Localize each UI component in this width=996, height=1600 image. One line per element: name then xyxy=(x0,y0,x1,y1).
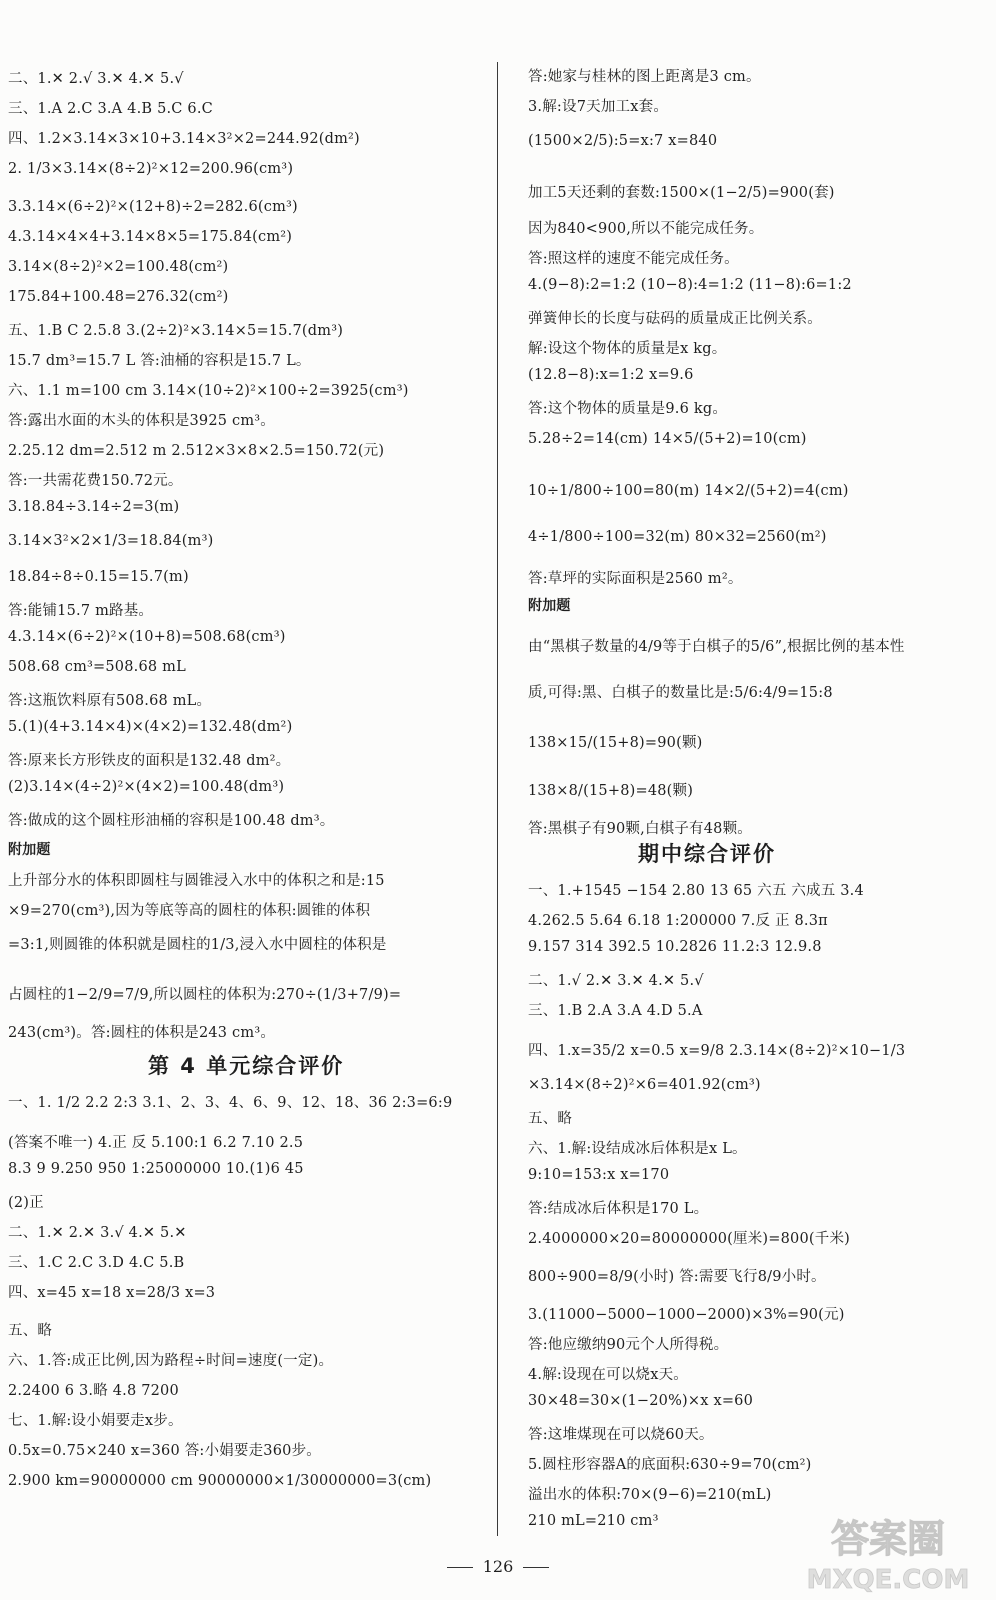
right-answer-line: 答:她家与桂林的图上距离是3 cm。 xyxy=(528,69,761,85)
right-answer-line: 3.解:设7天加工x套。 xyxy=(528,99,669,115)
right-answer-line: 一、1.+1545 −154 2.80 13 65 六五 六成五 3.4 xyxy=(528,883,864,899)
right-answer-line: 二、1.√ 2.✕ 3.✕ 4.✕ 5.√ xyxy=(528,973,704,989)
left-answer-line: 五、略 xyxy=(8,1323,53,1339)
left-answer-line: 占圆柱的1−2/9=7/9,所以圆柱的体积为:270÷(1/3+7/9)= xyxy=(8,987,402,1003)
right-answer-line: 答:这堆煤现在可以烧60天。 xyxy=(528,1427,714,1443)
left-answer-line: 一、1. 1/2 2.2 2:3 3.1、2、3、4、6、9、12、18、36 2:3=6:9 xyxy=(8,1095,453,1111)
right-answer-line: 五、略 xyxy=(528,1111,573,1127)
left-answer-line: 3.14×3²×2×1/3=18.84(m³) xyxy=(8,533,214,549)
left-answer-line: 4.3.14×(6÷2)²×(10+8)=508.68(cm³) xyxy=(8,629,286,645)
left-answer-line: 六、1.答:成正比例,因为路程÷时间=速度(一定)。 xyxy=(8,1353,334,1369)
left-answer-line: 3.3.14×(6÷2)²×(12+8)÷2=282.6(cm³) xyxy=(8,199,298,215)
right-answer-line: 答:他应缴纳90元个人所得税。 xyxy=(528,1337,729,1353)
right-answer-line: 答:草坪的实际面积是2560 m²。 xyxy=(528,571,743,587)
right-answer-line: 9:10=153:x x=170 xyxy=(528,1167,670,1183)
left-answer-line: 508.68 cm³=508.68 mL xyxy=(8,659,186,675)
right-answer-line: 138×8/(15+8)=48(颗) xyxy=(528,783,694,799)
right-answer-line: (12.8−8):x=1:2 x=9.6 xyxy=(528,367,694,383)
right-answer-line: 4.解:设现在可以烧x天。 xyxy=(528,1367,688,1383)
left-answer-line: 三、1.A 2.C 3.A 4.B 5.C 6.C xyxy=(8,101,213,117)
left-answer-line: 5.(1)(4+3.14×4)×(4×2)=132.48(dm²) xyxy=(8,719,293,735)
left-answer-line: (2)3.14×(4÷2)²×(4×2)=100.48(dm³) xyxy=(8,779,285,795)
right-answer-line: 因为840<900,所以不能完成任务。 xyxy=(528,221,764,237)
left-answer-line: 五、1.B C 2.5.8 3.(2÷2)²×3.14×5=15.7(dm³) xyxy=(8,323,344,339)
left-answer-line: 上升部分水的体积即圆柱与圆锥浸入水中的体积之和是:15 xyxy=(8,873,385,889)
left-answer-line: 15.7 dm³=15.7 L 答:油桶的容积是15.7 L。 xyxy=(8,353,311,369)
right-answer-line: 5.28÷2=14(cm) 14×5/(5+2)=10(cm) xyxy=(528,431,807,447)
right-answer-line: 答:结成冰后体积是170 L。 xyxy=(528,1201,709,1217)
left-answer-line: 175.84+100.48=276.32(cm²) xyxy=(8,289,229,305)
right-answer-line: 5.圆柱形容器A的底面积:630÷9=70(cm²) xyxy=(528,1457,812,1473)
section-title: 第 4 单元综合评价 xyxy=(148,1054,345,1078)
right-answer-line: 30×48=30×(1−20%)×x x=60 xyxy=(528,1393,754,1409)
left-answer-line: 四、1.2×3.14×3×10+3.14×3²×2=244.92(dm²) xyxy=(8,131,360,147)
left-answer-line: 答:原来长方形铁皮的面积是132.48 dm²。 xyxy=(8,753,291,769)
left-answer-line: 七、1.解:设小娟要走x步。 xyxy=(8,1413,183,1429)
right-answer-line: 4÷1/800÷100=32(m) 80×32=2560(m²) xyxy=(528,529,827,545)
right-answer-line: 六、1.解:设结成冰后体积是x L。 xyxy=(528,1141,747,1157)
right-answer-line: 加工5天还剩的套数:1500×(1−2/5)=900(套) xyxy=(528,185,835,201)
column-divider xyxy=(497,62,498,1536)
right-answer-line: 2.4000000×20=80000000(厘米)=800(千米) xyxy=(528,1231,851,1247)
left-answer-line: 3.14×(8÷2)²×2=100.48(cm²) xyxy=(8,259,229,275)
right-answer-line: ×3.14×(8÷2)²×6=401.92(cm³) xyxy=(528,1077,761,1093)
right-answer-line: 答:黑棋子有90颗,白棋子有48颗。 xyxy=(528,821,752,837)
watermark-logo xyxy=(790,1508,986,1596)
right-answer-line: 210 mL=210 cm³ xyxy=(528,1513,659,1529)
left-answer-line: 243(cm³)。答:圆柱的体积是243 cm³。 xyxy=(8,1025,276,1041)
left-answer-line: =3:1,则圆锥的体积就是圆柱的1/3,浸入水中圆柱的体积是 xyxy=(8,937,387,953)
section-title: 期中综合评价 xyxy=(638,842,776,866)
right-answer-line: 由“黑棋子数量的4/9等于白棋子的5/6”,根据比例的基本性 xyxy=(528,639,905,655)
right-answer-line: 10÷1/800÷100=80(m) 14×2/(5+2)=4(cm) xyxy=(528,483,849,499)
right-answer-line: (1500×2/5):5=x:7 x=840 xyxy=(528,133,718,149)
watermark-text-bottom: MXQE.COM xyxy=(806,1565,970,1595)
page-number-text: 126 xyxy=(482,1557,514,1576)
left-answer-line: 2. 1/3×3.14×(8÷2)²×12=200.96(cm³) xyxy=(8,161,294,177)
right-answer-line: 四、1.x=35/2 x=0.5 x=9/8 2.3.14×(8÷2)²×10−1/3 xyxy=(528,1043,906,1059)
right-answer-line: 质,可得:黑、白棋子的数量比是:5/6:4/9=15:8 xyxy=(528,685,833,701)
left-answer-line: 2.900 km=90000000 cm 90000000×1/30000000=3(cm) xyxy=(8,1473,432,1489)
right-answer-line: 138×15/(15+8)=90(颗) xyxy=(528,735,703,751)
left-answer-line: 答:这瓶饮料原有508.68 mL。 xyxy=(8,693,212,709)
left-answer-line: (答案不唯一) 4.正 反 5.100:1 6.2 7.10 2.5 xyxy=(8,1135,304,1151)
left-answer-line: 二、1.✕ 2.√ 3.✕ 4.✕ 5.√ xyxy=(8,71,184,87)
left-answer-line: 三、1.C 2.C 3.D 4.C 5.B xyxy=(8,1255,185,1271)
left-answer-line: 答:一共需花费150.72元。 xyxy=(8,473,183,489)
left-answer-line: 18.84÷8÷0.15=15.7(m) xyxy=(8,569,189,585)
left-answer-line: 附加题 xyxy=(8,842,51,858)
right-answer-line: 三、1.B 2.A 3.A 4.D 5.A xyxy=(528,1003,703,1019)
right-answer-line: 解:设这个物体的质量是x kg。 xyxy=(528,341,727,357)
right-answer-line: 800÷900=8/9(小时) 答:需要飞行8/9小时。 xyxy=(528,1269,826,1285)
left-answer-line: 四、x=45 x=18 x=28/3 x=3 xyxy=(8,1285,216,1301)
left-answer-line: (2)正 xyxy=(8,1195,44,1211)
left-answer-line: 2.2400 6 3.略 4.8 7200 xyxy=(8,1383,179,1399)
left-answer-line: 答:做成的这个圆柱形油桶的容积是100.48 dm³。 xyxy=(8,813,335,829)
left-answer-line: 4.3.14×4×4+3.14×8×5=175.84(cm²) xyxy=(8,229,293,245)
right-answer-line: 答:这个物体的质量是9.6 kg。 xyxy=(528,401,728,417)
left-answer-line: 0.5x=0.75×240 x=360 答:小娟要走360步。 xyxy=(8,1443,321,1459)
right-answer-line: 4.262.5 5.64 6.18 1:200000 7.反 正 8.3π xyxy=(528,913,828,929)
right-answer-line: 附加题 xyxy=(528,598,571,614)
left-answer-line: 六、1.1 m=100 cm 3.14×(10÷2)²×100÷2=3925(cm³) xyxy=(8,383,409,399)
right-answer-line: 9.157 314 392.5 10.2826 11.2:3 12.9.8 xyxy=(528,939,822,955)
watermark-text-top: 答案圈 xyxy=(830,1517,946,1561)
left-answer-line: ×9=270(cm³),因为等底等高的圆柱的体积:圆锥的体积 xyxy=(8,903,371,919)
left-answer-line: 二、1.✕ 2.✕ 3.√ 4.✕ 5.✕ xyxy=(8,1225,187,1241)
left-answer-line: 8.3 9 9.250 950 1:25000000 10.(1)6 45 xyxy=(8,1161,304,1177)
left-answer-line: 3.18.84÷3.14÷2=3(m) xyxy=(8,499,180,515)
right-answer-line: 弹簧伸长的长度与砝码的质量成正比例关系。 xyxy=(528,311,822,327)
right-answer-line: 4.(9−8):2=1:2 (10−8):4=1:2 (11−8):6=1:2 xyxy=(528,277,852,293)
left-answer-line: 2.25.12 dm=2.512 m 2.512×3×8×2.5=150.72(元) xyxy=(8,443,385,459)
right-answer-line: 答:照这样的速度不能完成任务。 xyxy=(528,251,739,267)
right-answer-line: 3.(11000−5000−1000−2000)×3%=90(元) xyxy=(528,1307,845,1323)
right-answer-line: 溢出水的体积:70×(9−6)=210(mL) xyxy=(528,1487,772,1503)
left-answer-line: 答:能铺15.7 m路基。 xyxy=(8,603,154,619)
left-answer-line: 答:露出水面的木头的体积是3925 cm³。 xyxy=(8,413,275,429)
